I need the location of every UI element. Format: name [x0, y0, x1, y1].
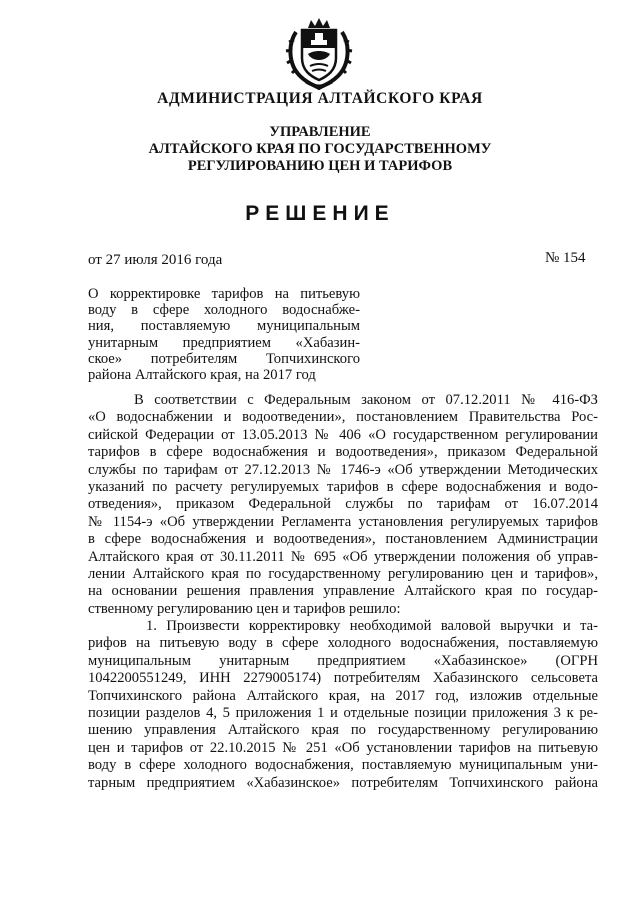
body-line: 1042200551249, ИНН 2279005174) потребителям Хабазинского сельсовета [88, 670, 598, 687]
body-line: службы по тарифам от 27.12.2013 № 1746-э «Об утверждении Методических [88, 461, 598, 478]
department-title [0, 124, 640, 175]
organization-title: АДМИНИСТРАЦИЯ АЛТАЙСКОГО КРАЯ [157, 90, 483, 107]
body-line: лении Алтайского края по государственному регулированию цен и тарифов», [88, 565, 598, 582]
body-line: тарифов в сфере водоснабжения и водоотведения», приказом Федеральной [88, 444, 598, 461]
department-line: РЕГУЛИРОВАНИЮ ЦЕН И ТАРИФОВ [187, 158, 453, 174]
subject-line: О корректировке тарифов на питьевую [88, 286, 360, 302]
body-line: шению управления Алтайского края по государственному регулированию [88, 722, 598, 739]
body-line: муниципальным унитарным предприятием «Хабазинское» (ОГРН [88, 652, 598, 669]
document-date: от 27 июля 2016 года [88, 252, 223, 268]
subject-line: ния, поставляемую муниципальным [88, 318, 360, 335]
body-line: отведения», приказом Федеральной службы по тарифам от 16.07.2014 [88, 496, 598, 513]
document-type-heading: РЕШЕНИЕ [245, 202, 395, 225]
body-line: № 1154-э «Об утверждении Регламента установления регулируемых тарифов [88, 513, 598, 530]
body-line: тарным предприятием «Хабазинское» потребителям Топчихинского района [88, 774, 598, 791]
body-line: сийской Федерации от 13.05.2013 № 406 «О государственном регулировании [88, 426, 598, 443]
body-line: позиции разделов 4, 5 приложения 1 и отдельные позиции приложения 3 к ре- [88, 705, 598, 722]
subject-line: района Алтайского края, на 2017 год [88, 367, 316, 384]
body-line: указаний по расчету регулируемых тарифов в сфере водоснабжения и водо- [88, 478, 598, 495]
department-line: АЛТАЙСКОГО КРАЯ ПО ГОСУДАРСТВЕННОМУ [148, 141, 492, 157]
subject-line: воду в сфере холодного водоснабже- [88, 302, 360, 319]
body-line: ственному регулированию цен и тарифов решило: [88, 600, 401, 617]
body-line: в сфере водоснабжения и водоотведения», постановлением Администрации [88, 531, 598, 548]
body-line: В соответствии с Федеральным законом от 07.12.2011 № 416-ФЗ [134, 392, 598, 408]
body-line: цен и тарифов от 22.10.2015 № 251 «Об установлении тарифов на питьевую [88, 739, 598, 756]
document-number: № 154 [545, 250, 586, 266]
body-line: Алтайского края от 30.11.2011 № 695 «Об утверждении положения об управ- [88, 548, 598, 565]
document-body [88, 392, 598, 792]
coat-of-arms-icon [284, 18, 354, 90]
department-line: УПРАВЛЕНИЕ [269, 124, 371, 140]
body-line: «О водоснабжении и водоотведении», постановлением Правительства Рос- [88, 409, 598, 426]
document-subject [88, 286, 360, 383]
body-line: на основании решения правления управление Алтайского края по государ- [88, 583, 598, 600]
body-line: воду в сфере холодного водоснабжения, поставляемую муниципальным уни- [88, 757, 598, 774]
subject-line: ское» потребителям Топчихинского [88, 350, 360, 367]
body-line: 1. Произвести корректировку необходимой валовой выручки и та- [146, 618, 598, 635]
subject-line: унитарным предприятием «Хабазин- [88, 334, 360, 351]
body-line: Топчихинского района Алтайского края, на 2017 год, изложив отдельные [88, 687, 598, 704]
body-line: рифов на питьевую воду в сфере холодного водоснабжения, поставляемую [88, 635, 598, 652]
